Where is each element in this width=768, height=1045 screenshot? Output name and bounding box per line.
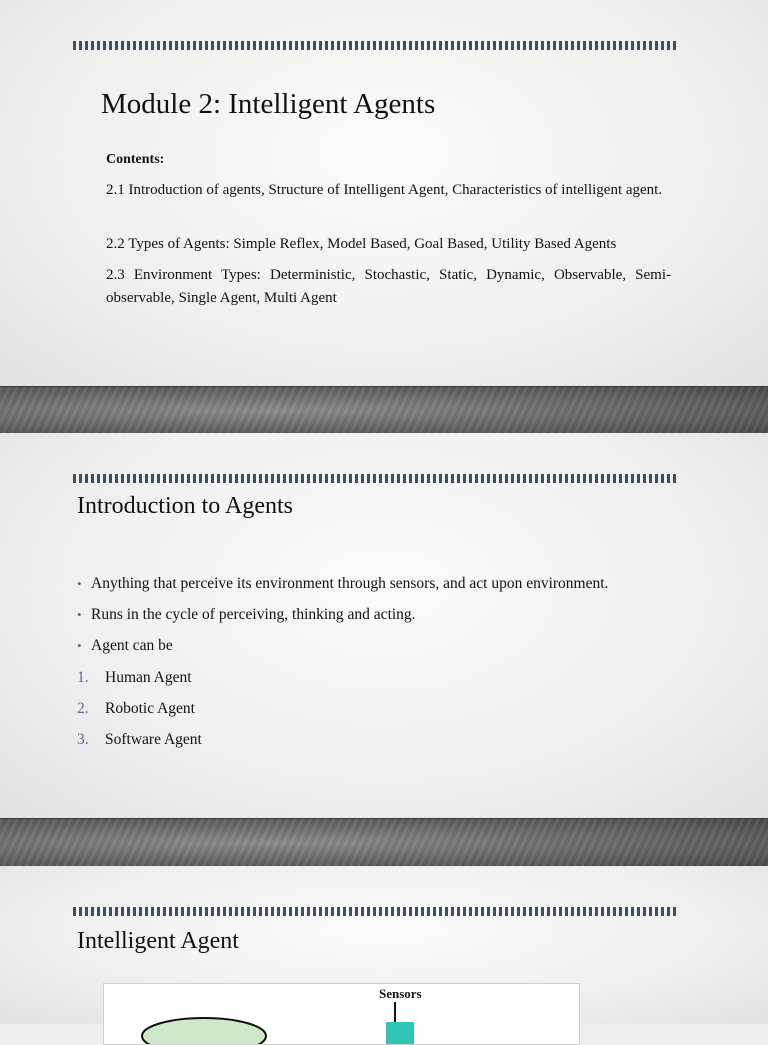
- agent-diagram: [103, 983, 580, 1045]
- numbered-item-software-agent: [77, 731, 202, 749]
- slide-1-title: Module 2: Intelligent Agents: [101, 88, 436, 120]
- list-number: 2.: [77, 700, 89, 717]
- slide-2-title: Introduction to Agents: [77, 493, 293, 519]
- slide-1-header-stripe: [73, 41, 677, 50]
- slide-1: [0, 0, 768, 386]
- contents-item-2-1: 2.1 Introduction of agents, Structure of Intelligent Agent, Characteristics of intelligent agent.: [106, 182, 663, 198]
- list-item-text: Software Agent: [105, 731, 202, 748]
- sensors-label: Sensors: [379, 986, 422, 1001]
- slide-divider-1: [0, 386, 768, 434]
- agent-diagram-graphic: [104, 984, 579, 1044]
- bullet-item: [77, 637, 173, 655]
- bullet-marker: •: [77, 607, 82, 622]
- list-item-text: Robotic Agent: [105, 700, 195, 717]
- slide-3-header-stripe: [73, 907, 677, 916]
- contents-item-2-2: 2.2 Types of Agents: Simple Reflex, Model Based, Goal Based, Utility Based Agents: [106, 236, 617, 252]
- bullet-text: Anything that perceive its environment through sensors, and act upon environment.: [91, 575, 609, 592]
- environment-shape: [142, 1018, 266, 1044]
- slide-2: [0, 433, 768, 818]
- slide-2-header-stripe: [73, 474, 677, 483]
- list-item-text: Human Agent: [105, 669, 192, 686]
- bullet-marker: •: [77, 576, 82, 591]
- slide-divider-2: [0, 818, 768, 867]
- slide-3-title: Intelligent Agent: [77, 928, 239, 954]
- numbered-item-robotic-agent: [77, 700, 195, 718]
- agent-shape: [386, 1022, 414, 1044]
- bullet-text: Runs in the cycle of perceiving, thinking and acting.: [91, 606, 416, 623]
- list-number: 1.: [77, 669, 89, 686]
- numbered-item-human-agent: [77, 669, 192, 687]
- bullet-item: [77, 606, 416, 624]
- contents-heading: Contents:: [106, 152, 165, 167]
- bullet-item: [77, 575, 608, 593]
- bullet-marker: •: [77, 638, 82, 653]
- contents-item-2-3: 2.3 Environment Types: Deterministic, Stochastic, Static, Dynamic, Observable, Semi-observable, Single Agent, Multi Agent: [106, 267, 671, 306]
- list-number: 3.: [77, 731, 89, 748]
- bullet-text: Agent can be: [91, 637, 173, 654]
